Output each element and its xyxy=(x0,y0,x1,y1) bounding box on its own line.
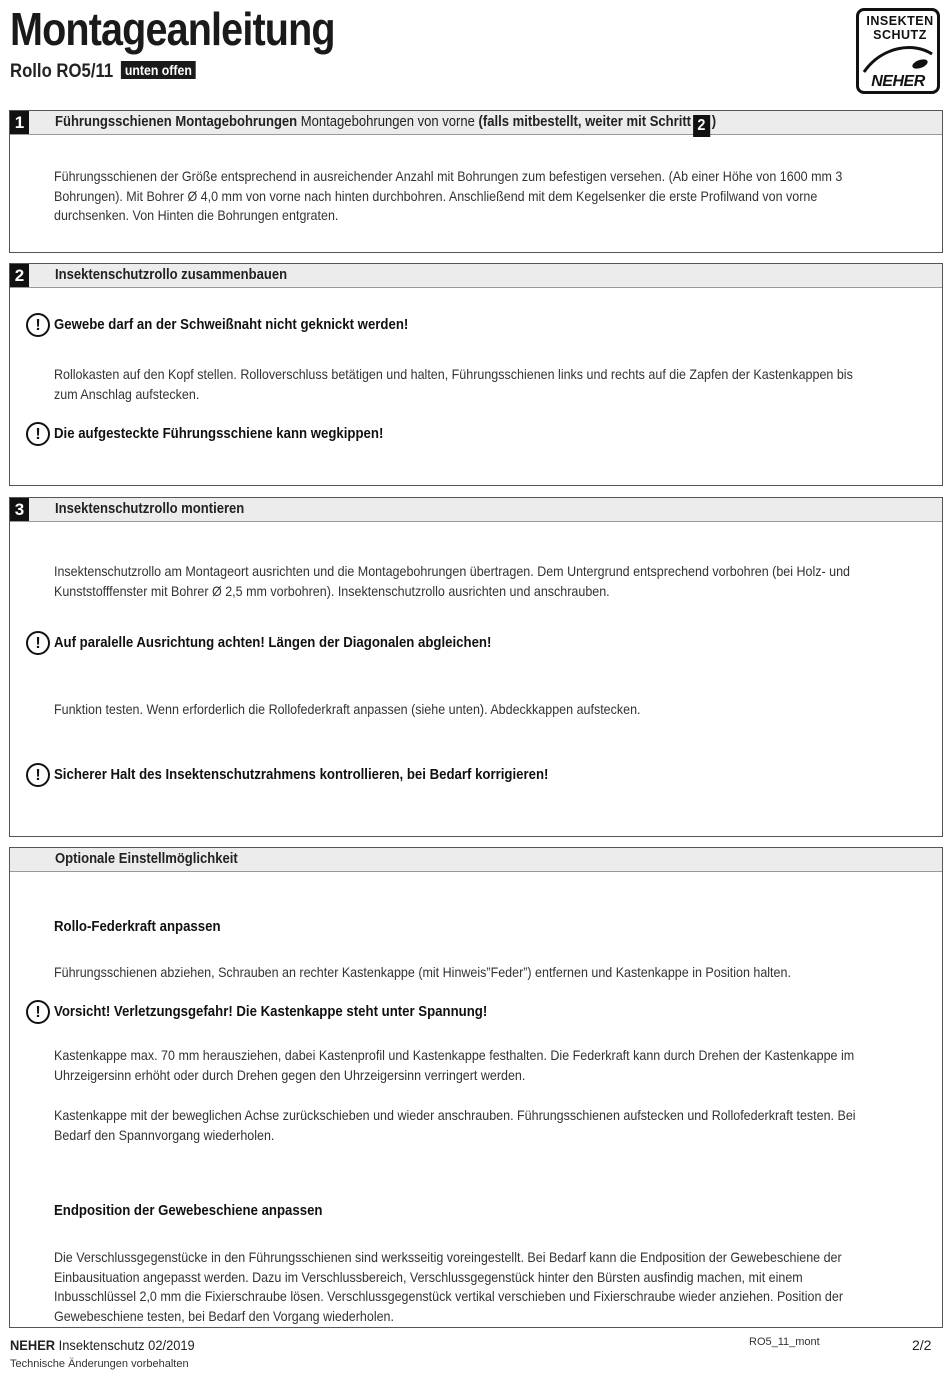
section-text: Führungsschienen abziehen, Schrauben an rechter Kastenkappe (mit Hinweis”Feder”) entfernen und Kastenkappe in Position halten. xyxy=(54,965,791,980)
footer-text: Insektenschutz 02/2019 xyxy=(58,1337,195,1353)
footer-brand: NEHER xyxy=(10,1337,56,1353)
exclamation-circle-icon: ! xyxy=(26,763,50,787)
step-ref-badge: 2 xyxy=(693,115,710,137)
section-heading: Insektenschutzrollo montieren xyxy=(55,501,245,517)
product-name: Rollo RO5/11 xyxy=(10,61,114,82)
step-number: 1 xyxy=(10,111,29,134)
warning-text: Vorsicht! Verletzungsgefahr! Die Kastenkappe steht unter Spannung! xyxy=(54,1003,488,1020)
exclamation-circle-icon: ! xyxy=(26,422,50,446)
section-1 xyxy=(9,110,943,253)
section-heading: Insektenschutzrollo zusammenbauen xyxy=(55,267,288,283)
subheading-spring-force: Rollo-Federkraft anpassen xyxy=(54,918,221,935)
section-text: Kastenkappe mit der beweglichen Achse zurückschieben und wieder anschrauben. Führungsschienen aufstecken und Rollofederkraft testen. Bei Bedarf den Spannvorgang wiederholen. xyxy=(54,1108,856,1143)
section-heading: Optionale Einstellmöglichkeit xyxy=(55,851,238,867)
section-header xyxy=(10,111,942,135)
section-header xyxy=(10,498,942,522)
page-title: Montageanleitung xyxy=(10,3,335,55)
section-header xyxy=(10,848,942,872)
logo-line2: SCHUTZ xyxy=(873,28,927,42)
logo-brand: NEHER xyxy=(871,73,925,90)
section-text: Die Verschlussgegenstücke in den Führungsschienen sind werksseitig voreingestellt. Bei Bedarf kann die Endposition der Gewebeschiene der Einbausituation angepasst werden. Dazu im Verschlussbereich, Verschlussgegenstück hinter den Bürsten ausfindig machen, mit einem Inbusschlüssel 2,0 mm die Fixierschraube lösen. Verschlussgegenstück vertikal verschieben und Fixierschraube wieder anziehen. Position der Gewebeschiene testen, bei Bedarf den Vorgang wiederholen. xyxy=(54,1250,844,1324)
section-text: Rollokasten auf den Kopf stellen. Rolloverschluss betätigen und halten, Führungsschienen links und rechts auf die Zapfen der Kastenkappen bis zum Anschlag aufstecken. xyxy=(54,367,853,402)
section-header xyxy=(10,264,942,288)
footer-disclaimer: Technische Änderungen vorbehalten xyxy=(10,1358,189,1370)
logo-swoosh-icon xyxy=(862,44,934,74)
step-number: 3 xyxy=(10,498,29,521)
footer-company xyxy=(10,1337,195,1353)
warning-text: Gewebe darf an der Schweißnaht nicht geknickt werden! xyxy=(54,316,409,333)
logo-line1: INSEKTEN xyxy=(866,14,934,28)
section-heading: Führungsschienen Montagebohrungen Montagebohrungen von vorne (falls mitbestellt, weiter mit Schritt 2 ) xyxy=(55,114,716,137)
neher-logo xyxy=(856,8,940,94)
section-optional-settings xyxy=(9,847,943,1328)
document-id: RO5_11_mont xyxy=(749,1336,820,1348)
exclamation-circle-icon: ! xyxy=(26,313,50,337)
exclamation-circle-icon: ! xyxy=(26,1000,50,1024)
exclamation-circle-icon: ! xyxy=(26,631,50,655)
section-text: Insektenschutzrollo am Montageort ausrichten und die Montagebohrungen übertragen. Dem Untergrund entsprechend vorbohren (bei Holz- und Kunststofffenster mit Bohrer Ø 2,5 mm vorbohren). Insektenschutzrollo ausrichten und anschrauben. xyxy=(54,564,851,599)
section-text: Kastenkappe max. 70 mm herausziehen, dabei Kastenprofil und Kastenkappe festhalten. Die Federkraft kann durch Drehen der Kastenkappe im Uhrzeigersinn erhöht oder durch Drehen gegen den Uhrzeigersinn verringert werden. xyxy=(54,1048,855,1083)
product-variant-badge: unten offen xyxy=(121,61,195,79)
warning-text: Sicherer Halt des Insektenschutzrahmens kontrollieren, bei Bedarf korrigieren! xyxy=(54,766,549,783)
product-subtitle xyxy=(10,61,195,83)
page-number: 2/2 xyxy=(912,1337,932,1353)
section-text: Führungsschienen der Größe entsprechend in ausreichender Anzahl mit Bohrungen zum befestigen versehen. (Ab einer Höhe von 1600 mm 3 Bohrungen). Mit Bohrer Ø 4,0 mm von vorne nach hinten durchbohren. Anschließend mit dem Kegelsenker die erste Profilwand von vorne durchsenken. Von Hinten die Bohrungen entgraten. xyxy=(54,169,843,223)
section-text: Funktion testen. Wenn erforderlich die Rollofederkraft anpassen (siehe unten). Abdeckkappen aufstecken. xyxy=(54,702,641,717)
step-number: 2 xyxy=(10,264,29,287)
warning-text: Auf paralelle Ausrichtung achten! Längen der Diagonalen abgleichen! xyxy=(54,634,492,651)
section-2 xyxy=(9,263,943,486)
section-3 xyxy=(9,497,943,837)
subheading-end-position: Endposition der Gewebeschiene anpassen xyxy=(54,1202,323,1219)
warning-text: Die aufgesteckte Führungsschiene kann wegkippen! xyxy=(54,425,384,442)
